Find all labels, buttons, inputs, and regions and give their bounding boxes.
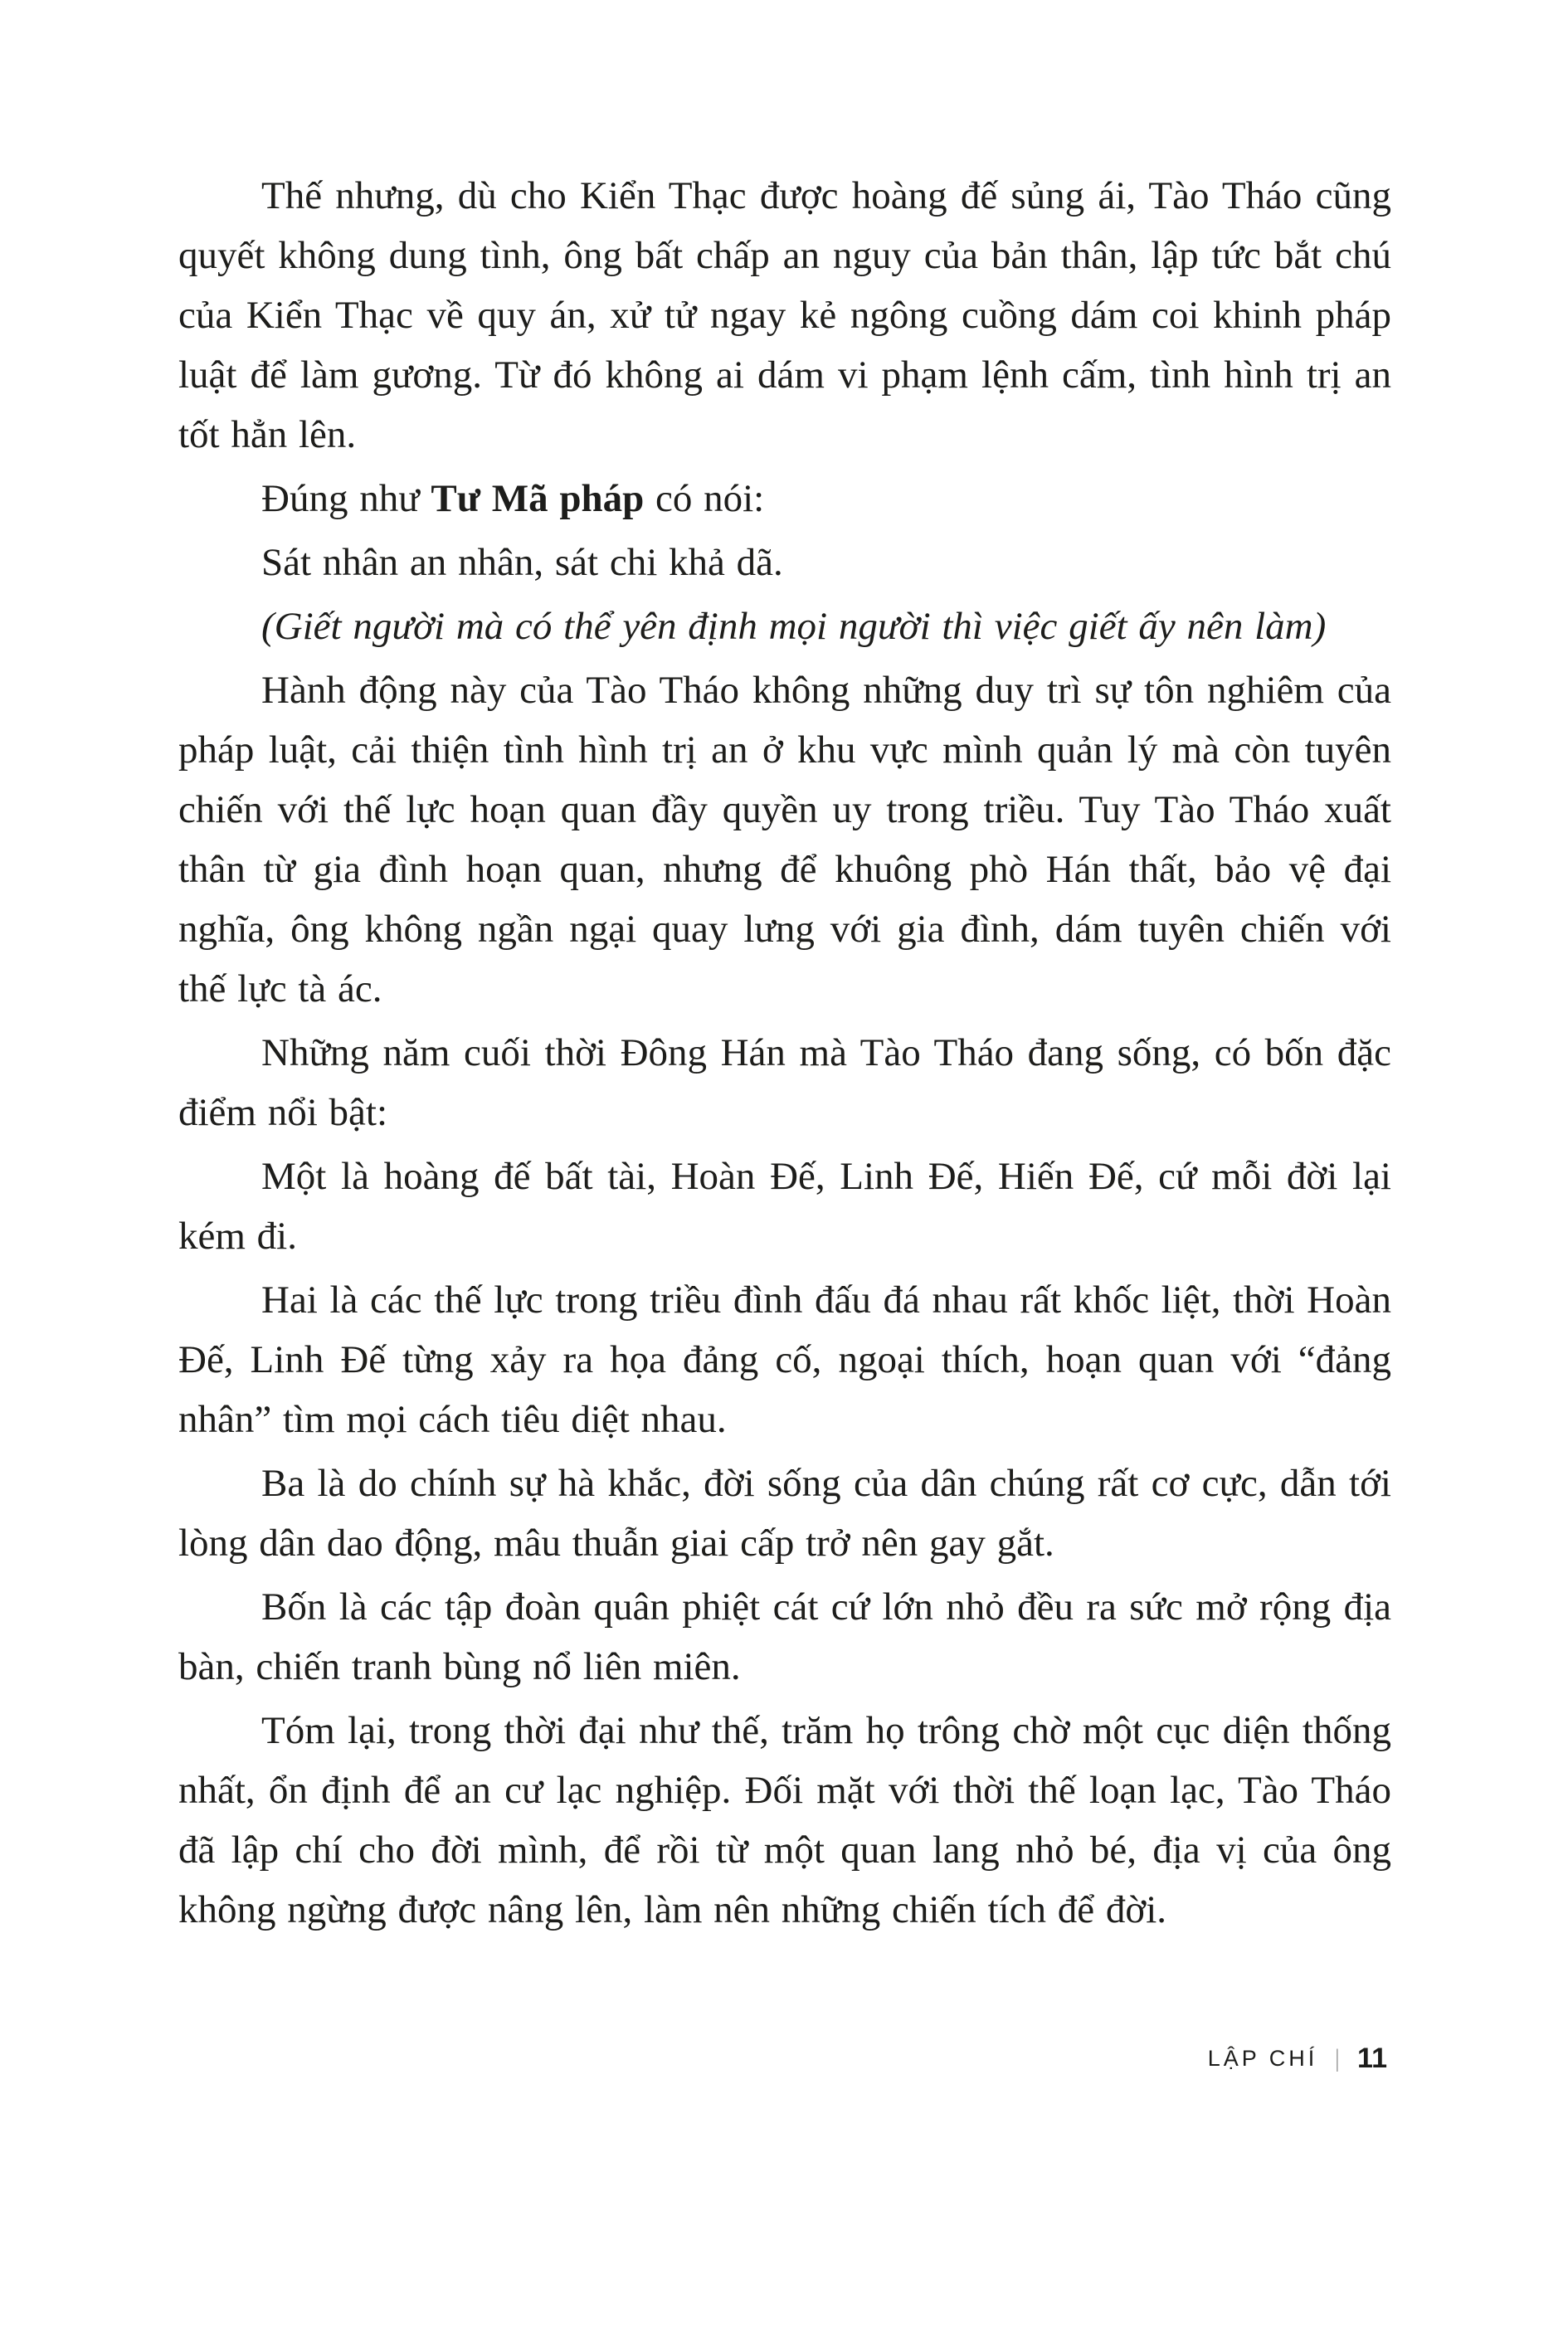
paragraph-9: Ba là do chính sự hà khắc, đời sống của dân chúng rất cơ cực, dẫn tới lòng dân dao động, mâu thuẫn giai cấp trở nên gay gắt.: [178, 1462, 1391, 1565]
paragraph-7: Một là hoàng đế bất tài, Hoàn Đế, Linh Đế, Hiến Đế, cứ mỗi đời lại kém đi.: [178, 1155, 1391, 1258]
paragraph-10: Bốn là các tập đoàn quân phiệt cát cứ lớn nhỏ đều ra sức mở rộng địa bàn, chiến tranh bùng nổ liên miên.: [178, 1585, 1391, 1688]
running-head: LẬP CHÍ: [1207, 2046, 1318, 2071]
page-footer: [1208, 2043, 1387, 2075]
paragraph-8: Hai là các thế lực trong triều đình đấu đá nhau rất khốc liệt, thời Hoàn Đế, Linh Đế từng xảy ra họa đảng cố, ngoại thích, hoạn quan với “đảng nhân” tìm mọi cách tiêu diệt nhau.: [178, 1278, 1391, 1441]
paragraph-5: Hành động này của Tào Tháo không những duy trì sự tôn nghiêm của pháp luật, cải thiện tình hình trị an ở khu vực mình quản lý mà còn tuyên chiến với thế lực hoạn quan đầy quyền uy trong triều. Tuy Tào Tháo xuất thân từ gia đình hoạn quan, nhưng để khuông phò Hán thất, bảo vệ đại nghĩa, ông không ngần ngại quay lưng với gia đình, dám tuyên chiến với thế lực tà ác.: [178, 669, 1391, 1010]
paragraph-2-suffix: có nói:: [644, 477, 765, 520]
paragraph-11: Tóm lại, trong thời đại như thế, trăm họ trông chờ một cục diện thống nhất, ổn định để an cư lạc nghiệp. Đối mặt với thời thế loạn lạc, Tào Tháo đã lập chí cho đời mình, để rồi từ một quan lang nhỏ bé, địa vị của ông không ngừng được nâng lên, làm nên những chiến tích để đời.: [178, 1709, 1391, 1931]
book-title-bold: Tư Mã pháp: [431, 477, 645, 520]
paragraph-3-quote: Sát nhân an nhân, sát chi khả dã.: [261, 541, 783, 584]
body-text: [178, 166, 1391, 1944]
paragraph-2-prefix: Đúng như: [261, 477, 431, 520]
page-number: 11: [1357, 2043, 1387, 2074]
paragraph-4-translation: (Giết người mà có thể yên định mọi người thì việc giết ấy nên làm): [261, 605, 1327, 648]
paragraph-2: [178, 469, 1391, 528]
paragraph-1: Thế nhưng, dù cho Kiển Thạc được hoàng đế sủng ái, Tào Tháo cũng quyết không dung tình, ông bất chấp an nguy của bản thân, lập tức bắt chú của Kiển Thạc về quy án, xử tử ngay kẻ ngông cuồng dám coi khinh pháp luật để làm gương. Từ đó không ai dám vi phạm lệnh cấm, tình hình trị an tốt hẳn lên.: [178, 174, 1391, 456]
paragraph-6: Những năm cuối thời Đông Hán mà Tào Tháo đang sống, có bốn đặc điểm nổi bật:: [178, 1031, 1391, 1134]
footer-separator: |: [1335, 2044, 1340, 2072]
